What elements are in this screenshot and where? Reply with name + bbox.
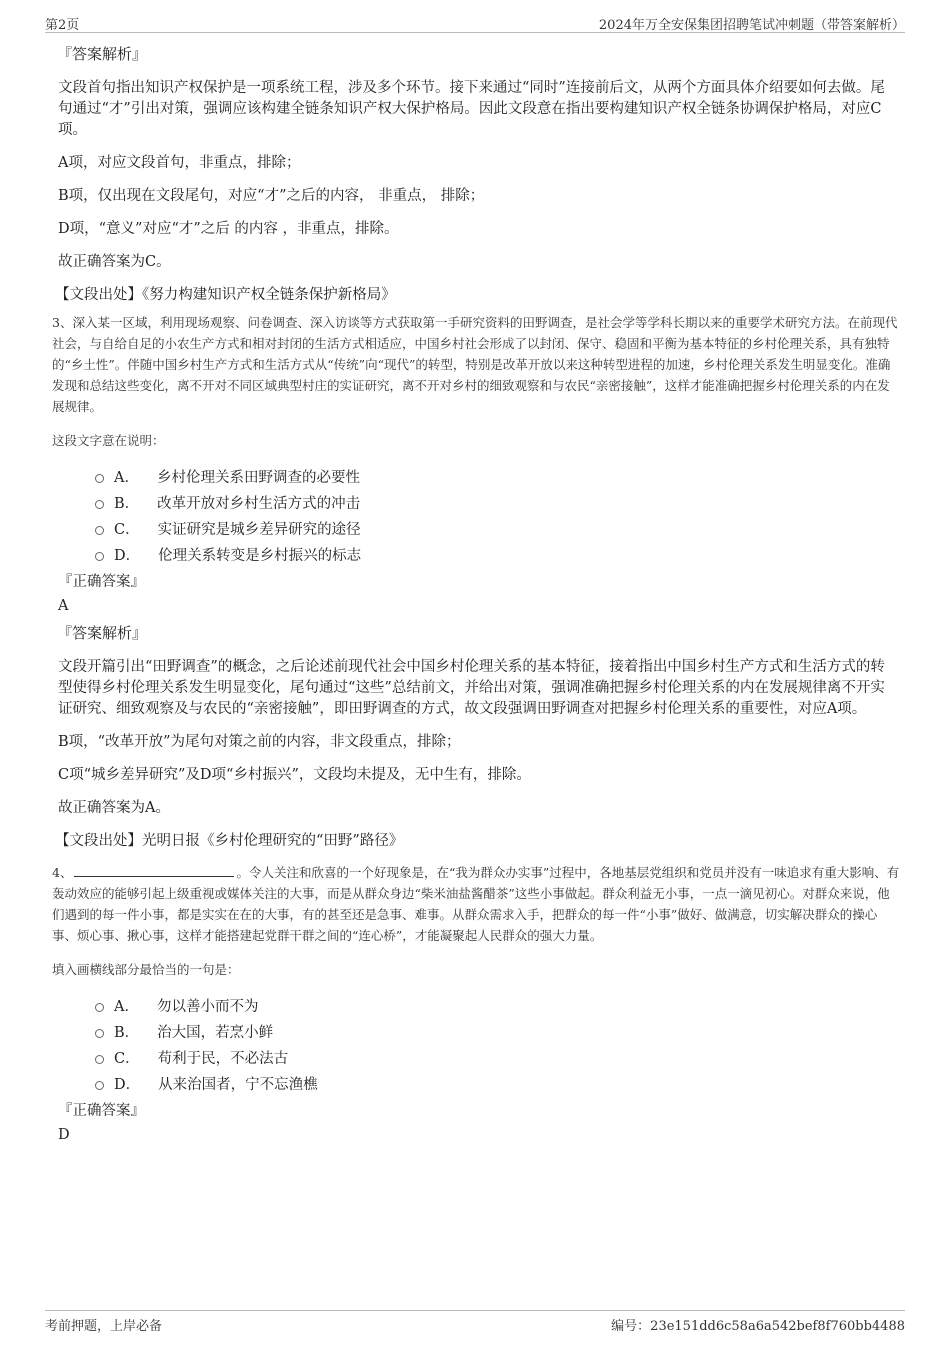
- analysis-label: 『答案解析』: [57, 45, 148, 63]
- radio-icon[interactable]: [95, 1003, 104, 1012]
- option-c[interactable]: C． 实证研究是城乡差异研究的途径: [95, 517, 895, 543]
- radio-icon[interactable]: [95, 1029, 104, 1038]
- question-4-text: 4、 。令人关注和欣喜的一个好现象是，在“我为群众办实事”过程中，各地基层党组织和党员并没有一味追求有重大影响、有轰动效应的能够引起上级重视或媒体关注的大事，而是从群众身边“柴米油盐酱醋茶”这些小事做起。群众利益无小事，一点一滴见初心。对群众来说，他们遇到的每一件小事，都是实实在在的大事，有的甚至还是急事、难事。从群众需求入手，把群众的每一件“小事”做好、做满意，切实解决群众的操心事、烦心事、揪心事，这样才能搭建起党群干群之间的“连心桥”，才能凝聚起人民群众的强大力量。: [52, 862, 902, 946]
- option-b[interactable]: B． 改革开放对乡村生活方式的冲击: [95, 491, 895, 517]
- option-a[interactable]: A． 乡村伦理关系田野调查的必要性: [95, 465, 895, 491]
- analysis-paragraph: B项，仅出现在文段尾句，对应“才”之后的内容， 非重点， 排除；: [58, 188, 485, 204]
- option-c[interactable]: C． 苟利于民，不必法古: [95, 1046, 895, 1072]
- question-4-prompt: 填入画横线部分最恰当的一句是：: [52, 962, 240, 977]
- question-3-prompt: 这段文字意在说明：: [52, 433, 165, 448]
- document-id: 编号：23e151dd6c58a6a542bef8f760bb4488: [611, 1319, 905, 1334]
- question-3-text: 3、深入某一区域，利用现场观察、问卷调查、深入访谈等方式获取第一手研究资料的田野调查，是社会学等学科长期以来的重要学术研究方法。在前现代社会，与自给自足的小农生产方式和相对封闭的生活方式相适应，中国乡村社会形成了以封闭、保守、稳固和平衡为基本特征的乡村伦理关系，具有独特的“乡土性”。伴随中国乡村生产方式和生活方式从“传统”向“现代”的转型，特别是改革开放以来这种转型进程的加速，乡村伦理关系发生明显变化。准确发现和总结这些变化，离不开对不同区域典型村庄的实证研究，离不开对乡村的细致观察和与农民“亲密接触”，这样才能准确把握乡村伦理关系的内在发展规律。: [52, 315, 898, 414]
- question-3-options: [95, 465, 895, 569]
- analysis-paragraph: 故正确答案为A。: [58, 800, 170, 816]
- radio-icon[interactable]: [95, 526, 104, 535]
- option-d[interactable]: D． 从来治国者，宁不忘渔樵: [95, 1072, 895, 1098]
- radio-icon[interactable]: [95, 1081, 104, 1090]
- radio-icon[interactable]: [95, 500, 104, 509]
- radio-icon[interactable]: [95, 474, 104, 483]
- analysis-paragraph: 文段开篇引出“田野调查”的概念，之后论述前现代社会中国乡村伦理关系的基本特征，接着指出中国乡村生产方式和生活方式的转型使得乡村伦理关系发生明显变化，尾句通过“这些”总结前文，并给出对策，强调准确把握乡村伦理关系的内在发展规律离不开实证研究、细致观察及与农民的“亲密接触”，即田野调查的方式，故文段强调田野调查对把握乡村伦理关系的重要性，对应A项。: [58, 659, 885, 717]
- analysis-paragraph: D项，“意义”对应“才”之后 的内容 ，非重点，排除。: [58, 221, 399, 237]
- radio-icon[interactable]: [95, 1055, 104, 1064]
- source-citation: 【文段出处】光明日报《乡村伦理研究的“田野”路径》: [55, 833, 404, 849]
- option-a[interactable]: A． 勿以善小而不为: [95, 994, 895, 1020]
- radio-icon[interactable]: [95, 552, 104, 561]
- document-title: 2024年万全安保集团招聘笔试冲刺题（带答案解析）: [598, 18, 905, 33]
- analysis-paragraph: 故正确答案为C。: [58, 254, 171, 270]
- option-d[interactable]: D． 伦理关系转变是乡村振兴的标志: [95, 543, 895, 569]
- question-4-options: [95, 994, 895, 1098]
- correct-answer-label: 『正确答案』: [58, 574, 145, 590]
- footer-slogan: 考前押题，上岸必备: [45, 1319, 163, 1334]
- option-b[interactable]: B． 治大国，若烹小鲜: [95, 1020, 895, 1046]
- analysis-label: 『答案解析』: [57, 624, 148, 642]
- analysis-paragraph: A项，对应文段首句，非重点，排除；: [58, 155, 301, 171]
- source-citation: 【文段出处】《努力构建知识产权全链条保护新格局》: [55, 287, 396, 303]
- page-content: [52, 44, 900, 1150]
- analysis-paragraph: 文段首句指出知识产权保护是一项系统工程，涉及多个环节。接下来通过“同时”连接前后文，从两个方面具体介绍要如何去做。尾句通过“才”引出对策，强调应该构建全链条知识产权大保护格局。因此文段意在指出要构建知识产权全链条协调保护格局，对应C项。: [58, 80, 885, 138]
- page-header: [45, 12, 905, 33]
- correct-answer: A: [58, 598, 69, 614]
- correct-answer-label: 『正确答案』: [58, 1103, 145, 1119]
- analysis-paragraph: B项，“改革开放”为尾句对策之前的内容，非文段重点，排除；: [58, 734, 461, 750]
- page-footer: [45, 1310, 905, 1335]
- fill-blank-line: [74, 862, 234, 877]
- correct-answer: D: [58, 1127, 70, 1143]
- page-number: 第2页: [45, 18, 80, 33]
- analysis-paragraph: C项“城乡差异研究”及D项“乡村振兴”，文段均未提及，无中生有，排除。: [58, 767, 531, 783]
